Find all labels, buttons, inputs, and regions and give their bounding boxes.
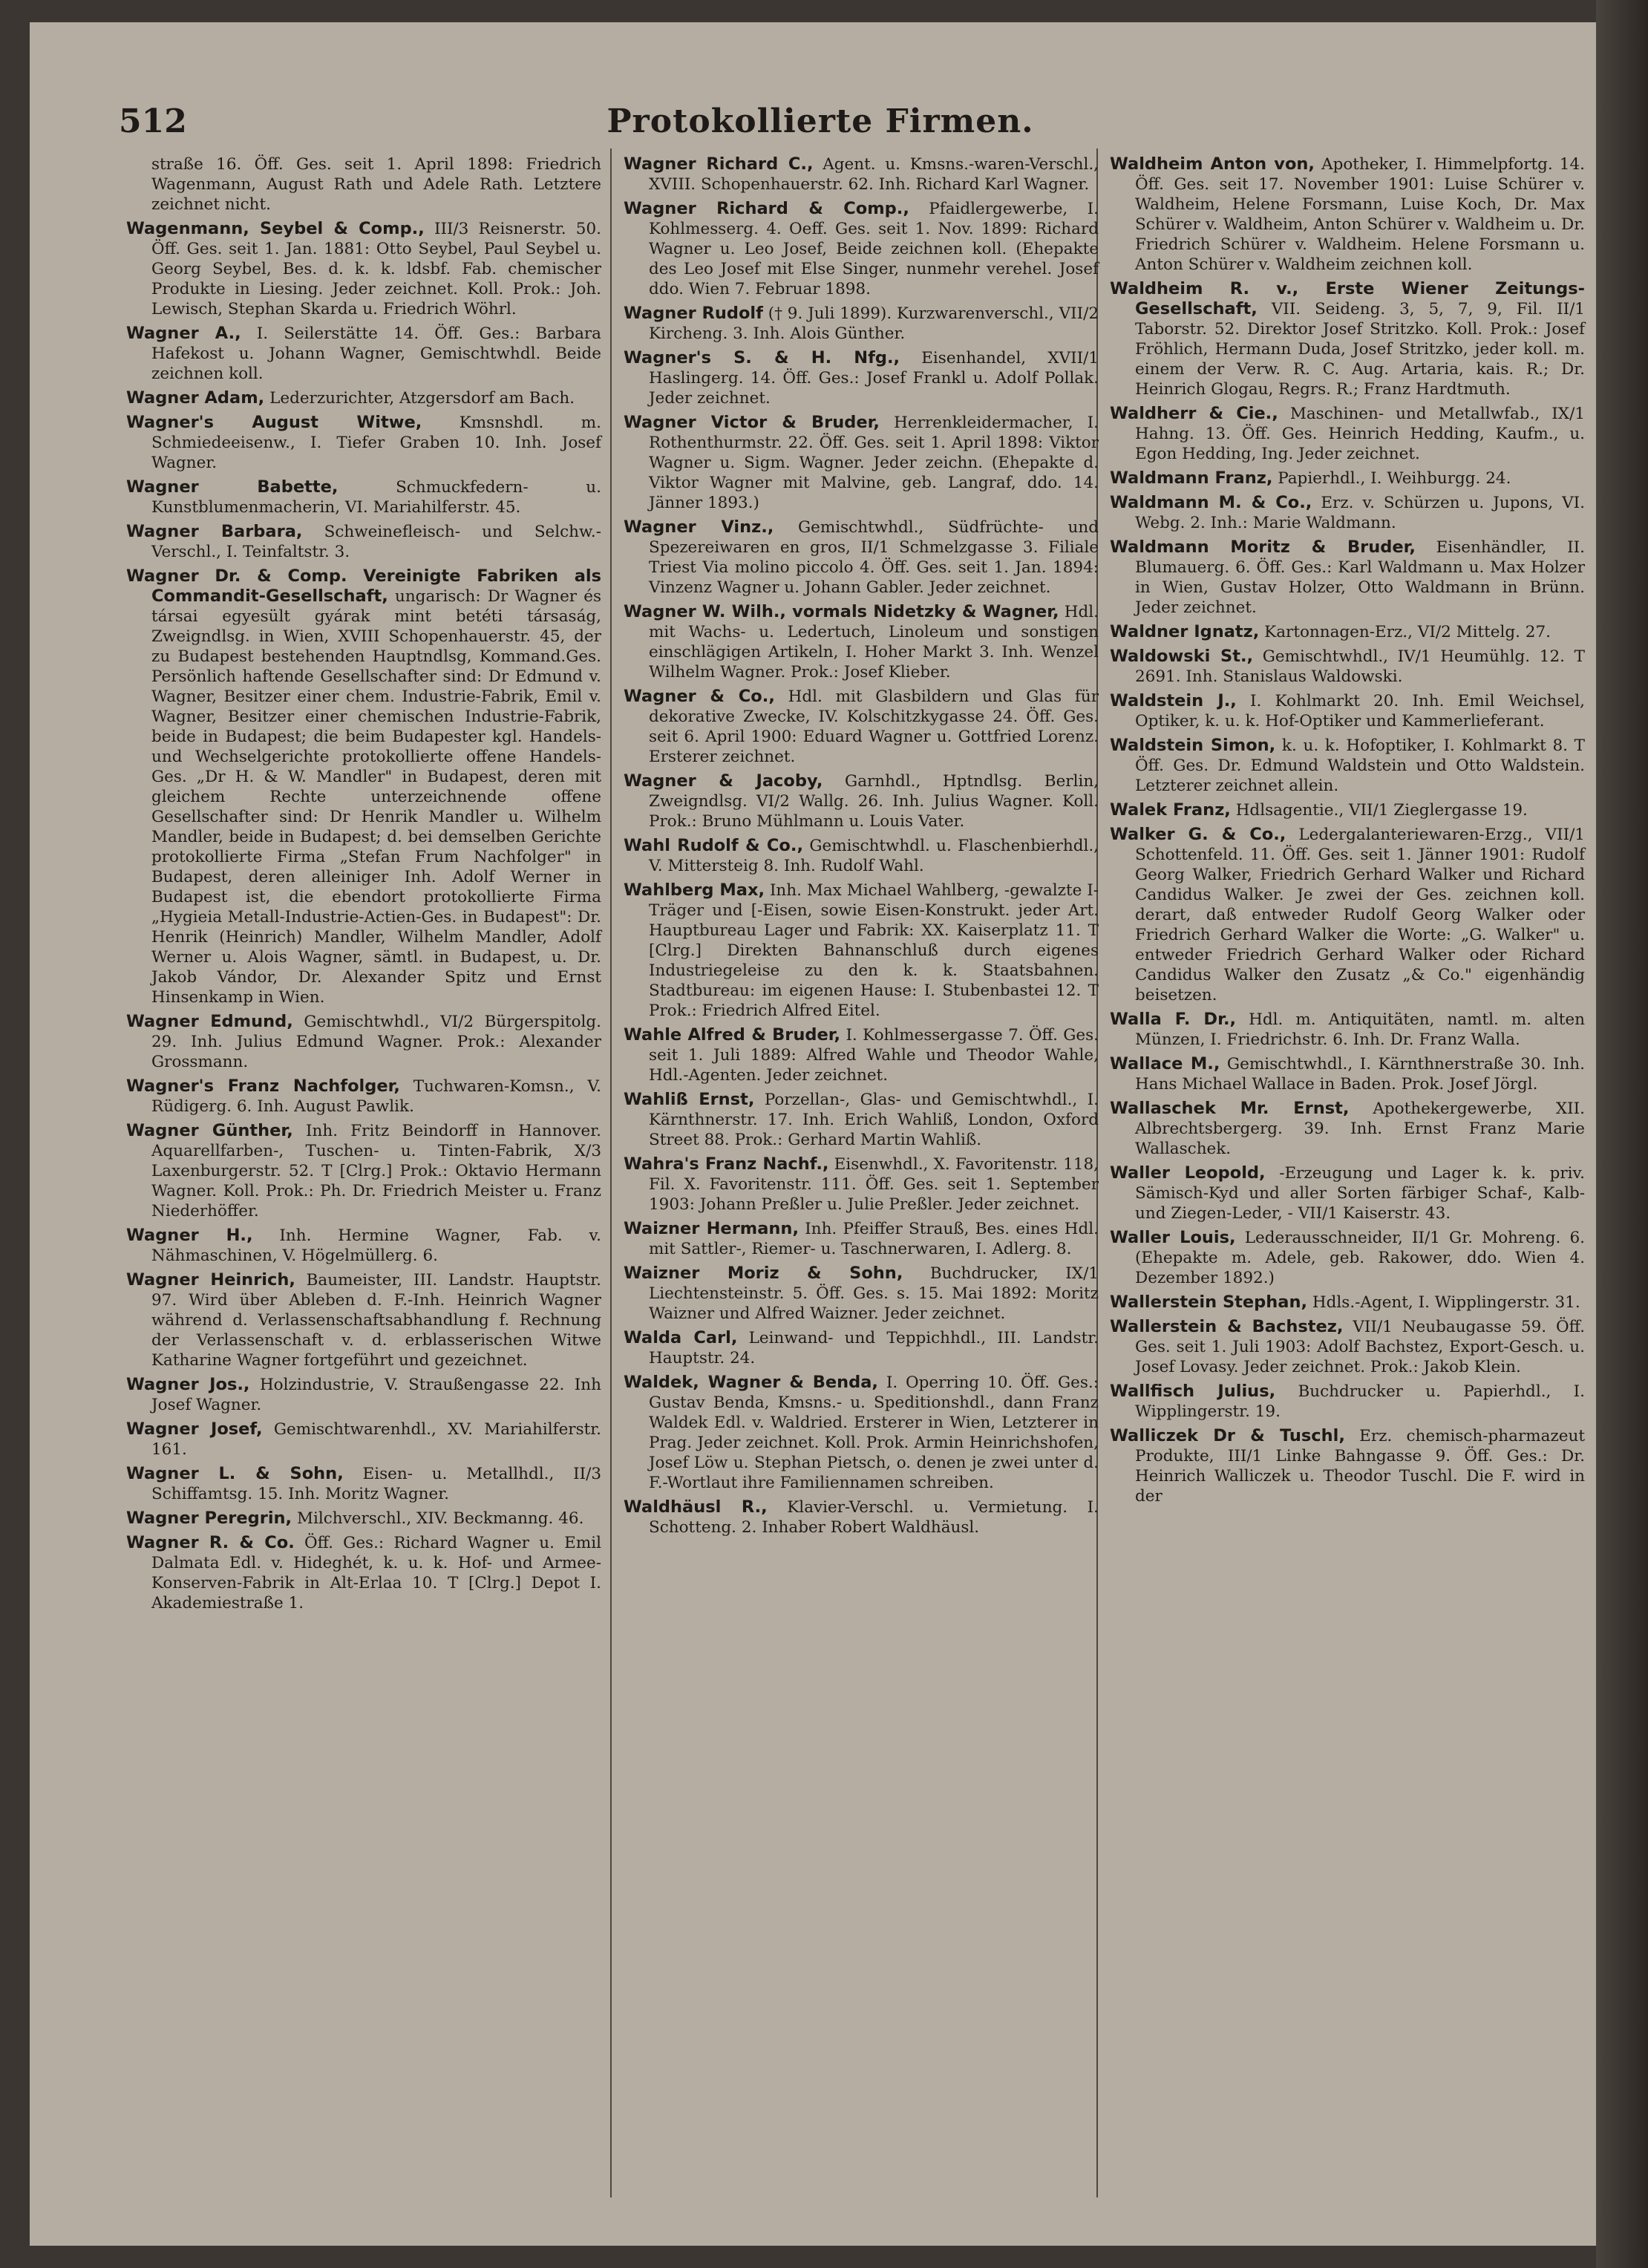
directory-entry [1110,800,1585,820]
firm-name: Wagenmann, Seybel & Comp., [126,219,425,238]
firm-details: Buchdrucker u. Papierhdl., I. Wipplingerstr. 19. [1135,1382,1585,1421]
firm-details: Inh. Hermine Wagner, Fab. v. Nähmaschinen, V. Högelmüllerg. 6. [151,1226,601,1265]
directory-entry [1110,736,1585,796]
directory-entry [126,219,601,319]
directory-entry [126,1533,601,1613]
firm-name: Wagner Richard C., [624,154,814,174]
directory-entry [126,1509,601,1529]
directory-entry [126,324,601,384]
directory-entry [624,1090,1099,1150]
firm-details: Buchdrucker, IX/1 Liechtensteinstr. 5. Öff. Ges. s. 15. Mai 1892: Moritz Waizner und Alfred Waizner. Jeder zeichnet. [649,1264,1099,1323]
firm-name: Wagner R. & Co. [126,1533,295,1552]
firm-name: Wagner Adam, [126,388,265,408]
page-number: 512 [119,102,187,140]
directory-entry [126,1226,601,1266]
firm-details: († 9. Juli 1899). Kurzwarenverschl., VII/2 Kircheng. 3. Inh. Alois Günther. [649,304,1099,343]
firm-name: Walla F. Dr., [1110,1010,1237,1029]
firm-details: Leinwand- und Teppichhdl., III. Landstr. Hauptstr. 24. [649,1329,1099,1367]
firm-name: Waldmann Moritz & Bruder, [1110,537,1416,557]
firm-name: Wagner H., [126,1226,253,1245]
directory-entry [1110,279,1585,399]
firm-name: Walda Carl, [624,1328,738,1347]
directory-entry [624,413,1099,513]
directory-entry [1110,825,1585,1005]
firm-details: Agent. u. Kmsns.-waren-Verschl., XVIII. Schopenhauerstr. 62. Inh. Richard Karl Wagner. [649,155,1099,194]
directory-entry [624,771,1099,831]
firm-details: Hdlsagentie., VII/1 Zieglergasse 19. [1235,801,1528,820]
firm-details: ungarisch: Dr Wagner és társai egyesült gyárak mint betéti társaság, Zweigndlsg. in Wien, XVIII Schopenhauerstr. 45, der zu Budapest bestehenden Hauptndlsg, Kommand.Ges. Persönlich haftende Gesellschafter sind: Dr Edmund v. Wagner, Besitzer einer chem. Industrie-Fabrik, Emil v. Wagner, Besitzer einer chemischen Industrie-Fabrik, beide in Budapest; die beim Budapester kgl. Handels- und Wechselgerichte protokollierte offene Handels-Ges. „Dr H. & W. Mandler" in Budapest, deren mit gleichem Rechte unterzeichnende offene Gesellschafter sind: Dr Henrik Mandler u. Wilhelm Mandler, beide in Budapest; d. bei demselben Gerichte protokollierte Firma „Stefan Frum Nachfolger" in Budapest, deren alleiniger Inh. Adolf Werner in Budapest ist, die ebendort protokollierte Firma „Hygieia Metall-Industrie-Actien-Ges. in Budapest": Dr. Henrik (Heinrich) Mandler, Wilhelm Mandler, Adolf Werner u. Alois Wagner, sämtl. in Budapest, u. Dr. Jakob Vándor, Dr. Alexander Spitz und Ernst Hinsenkamp in Wien. [151,587,601,1007]
firm-name: Wagner Vinz., [624,517,774,537]
firm-details: Hdls.-Agent, I. Wipplingerstr. 31. [1312,1293,1580,1312]
firm-name: Wagner & Co., [624,687,775,706]
firm-details: Gemischtwhdl., Südfrüchte- und Spezereiwaren en gros, II/1 Schmelzgasse 3. Filiale Triest Via molino piccolo 4. Öff. Ges. seit 1. Jan. 1894: Vinzenz Wagner u. Johann Gabler. Jeder zeichnet. [649,518,1099,597]
firm-name: Wahle Alfred & Bruder, [624,1025,841,1045]
column-2 [624,154,1099,1542]
firm-details: Schmuckfedern- u. Kunstblumenmacherin, VI. Mariahilferstr. 45. [151,478,601,517]
firm-name: Waldstein Simon, [1110,736,1276,755]
firm-name: Walker G. & Co., [1110,825,1286,844]
directory-entry [126,522,601,562]
firm-name: Wagner Richard & Comp., [624,199,909,218]
firm-details: k. u. k. Hofoptiker, I. Kohlmarkt 8. T Öff. Ges. Dr. Edmund Waldstein und Otto Waldstein. Letzterer zeichnet allein. [1135,736,1585,795]
firm-details: I. Kohlmessergasse 7. Öff. Ges. seit 1. Juli 1889: Alfred Wahle und Theodor Wahle, Hdl.-Agenten. Jeder zeichnet. [649,1026,1099,1085]
firm-details: VII/1 Neubaugasse 59. Öff. Ges. seit 1. Juli 1903: Adolf Bachstez, Export-Gesch. u. Josef Lovasy. Jeder zeichnet. Prok.: Jakob Klein. [1135,1318,1586,1376]
directory-entry [624,880,1099,1021]
directory-entry [624,687,1099,767]
firm-details: Gemischtwhdl., I. Kärnthnerstraße 30. Inh. Hans Michael Wallace in Baden. Prok. Josef Jörgl. [1135,1055,1585,1094]
directory-entry [624,304,1099,344]
directory-entry [624,1154,1099,1215]
directory-entry [624,154,1099,195]
page-title: Protokollierte Firmen. [606,102,1034,140]
directory-entry [126,1419,601,1460]
directory-entry [624,1497,1099,1537]
firm-name: Waldner Ignatz, [1110,622,1260,641]
firm-details: Hdl. m. Antiquitäten, namtl. m. alten Münzen, I. Friedrichstr. 6. Inh. Dr. Franz Walla. [1135,1010,1585,1049]
directory-entry [126,1270,601,1370]
directory-entry [1110,154,1585,275]
directory-entry [1110,1099,1585,1159]
firm-name: Wallace M., [1110,1054,1220,1073]
directory-entry [1110,468,1585,488]
directory-entry [624,1025,1099,1085]
firm-details: -Erzeugung und Lager k. k. priv. Sämisch-Kyd und aller Sorten färbiger Schaf-, Kalb- und Ziegen-Leder, - VII/1 Kaiserstr. 43. [1135,1164,1585,1223]
firm-details: Erz. v. Schürzen u. Jupons, VI. Webg. 2. Inh.: Marie Waldmann. [1135,494,1585,532]
firm-name: Wahl Rudolf & Co., [624,836,803,855]
firm-details: Baumeister, III. Landstr. Hauptstr. 97. Wird über Ableben d. F.-Inh. Heinrich Wagner während d. Verlassenschaftsabhandlung f. Rechnung der Verlassenschaft v. d. erblasserischen Witwe Katharine Wagner fortgeführt und gezeichnet. [151,1271,601,1370]
directory-entry [624,348,1099,408]
firm-details: Porzellan-, Glas- und Gemischtwhdl., I. Kärnthnerstr. 17. Inh. Erich Wahliß, London, Oxford Street 88. Prok.: Gerhard Martin Wahliß. [649,1091,1099,1149]
firm-name: Walliczek Dr & Tuschl, [1110,1426,1345,1445]
book-page [30,22,1611,2246]
firm-details: Eisen- u. Metallhdl., II/3 Schiffamtsg. 15. Inh. Moritz Wagner. [151,1465,602,1503]
directory-entry [1110,493,1585,533]
directory-entry [624,836,1099,876]
firm-details: VII. Seideng. 3, 5, 7, 9, Fil. II/1 Taborstr. 52. Direktor Josef Stritzko. Koll. Prok.: Josef Fröhlich, Hermann Duda, Josef Stritzko, jeder koll. m. einem der Verw. R. C. Aug. Artaria, kais. R.; Dr. Heinrich Glogau, Regrs. R.; Franz Hardtmuth. [1135,300,1585,399]
directory-entry [1110,1382,1585,1422]
firm-name: Wagner Jos., [126,1375,250,1394]
firm-name: Wagner & Jacoby, [624,771,823,791]
firm-details: Garnhdl., Hptndlsg. Berlin, Zweigndlsg. VI/2 Wallg. 26. Inh. Julius Wagner. Koll. Prok.: Bruno Mühlmann u. Louis Vater. [649,772,1099,831]
firm-name: Waldek, Wagner & Benda, [624,1373,878,1392]
firm-name: Waldhäusl R., [624,1497,768,1517]
directory-entry [126,413,601,473]
directory-entry [624,602,1099,682]
directory-entry [126,1464,601,1504]
firm-details: III/3 Reisnerstr. 50. Öff. Ges. seit 1. Jan. 1881: Otto Seybel, Paul Seybel u. Georg Seybel, Bes. d. k. k. ldsbf. Fab. chemischer Produkte in Liesing. Jeder zeichnet. Koll. Prok.: Joh. Lewisch, Stephan Skarda u. Friedrich Wöhrl. [151,220,601,318]
firm-details: Lederzurichter, Atzgersdorf am Bach. [269,389,575,408]
firm-name: Wagner Barbara, [126,522,303,541]
directory-entry [624,1328,1099,1368]
firm-name: Wagner's August Witwe, [126,413,422,432]
firm-details: I. Kohlmarkt 20. Inh. Emil Weichsel, Optiker, k. u. k. Hof-Optiker und Kammerlieferant. [1135,692,1585,731]
firm-details: Kartonnagen-Erz., VI/2 Mittelg. 27. [1264,623,1551,641]
firm-details: Apotheker, I. Himmelpfortg. 14. Öff. Ges. seit 17. November 1901: Luise Schürer v. Waldheim, Helene Forsmann, Luise Koch, Dr. Max Schürer v. Waldheim, Anton Schürer v. Waldheim u. Dr. Friedrich Schürer v. Waldheim. Helene Forsmann u. Anton Schürer v. Waldheim zeichnen koll. [1135,155,1585,274]
firm-details: Gemischtwhdl. u. Flaschenbierhdl., V. Mittersteig 8. Inh. Rudolf Wahl. [649,837,1099,875]
firm-name: Waller Leopold, [1110,1163,1266,1183]
directory-entry [1110,1317,1585,1377]
firm-name: Wallfisch Julius, [1110,1382,1276,1401]
firm-details: Schweinefleisch- und Selchw.-Verschl., I. Teinfaltstr. 3. [151,523,601,561]
firm-name: Waller Louis, [1110,1228,1236,1247]
directory-entry [1110,1293,1585,1313]
directory-entry [1110,404,1585,464]
firm-name: Wagner Peregrin, [126,1509,292,1528]
firm-details: Erz. chemisch-pharmazeut Produkte, III/1 Linke Bahngasse 9. Öff. Ges.: Dr. Heinrich Walliczek u. Theodor Tuschl. Die F. wird in der [1135,1427,1585,1506]
firm-details: Inh. Pfeiffer Strauß, Bes. eines Hdl. mit Sattler-, Riemer- u. Taschnerwaren, I. Adlerg. 8. [649,1220,1099,1258]
directory-entry [624,199,1099,299]
firm-details: Kmsnshdl. m. Schmiedeeisenw., I. Tiefer Graben 10. Inh. Josef Wagner. [151,414,601,472]
firm-details: Inh. Max Michael Wahlberg, -gewalzte I-Träger und [-Eisen, sowie Eisen-Konstrukt. jeder Art. Hauptbureau Lager und Fabrik: XX. Kaiserplatz 11. T [Clrg.] Direkten Bahnanschluß durch eigenes Industriegeleise zu den k. k. Staatsbahnen. Stadtbureau: im eigenen Hause: I. Stubenbastei 12. T Prok.: Friedrich Alfred Eitel. [649,881,1099,1020]
directory-entry [1110,622,1585,642]
directory-entry [624,517,1099,598]
firm-details: Holzindustrie, V. Straußengasse 22. Inh Josef Wagner. [151,1376,601,1414]
firm-name: Wagner Günther, [126,1121,293,1140]
firm-name: Wagner Babette, [126,477,339,497]
firm-name: Walek Franz, [1110,800,1231,820]
directory-entry [1110,1228,1585,1288]
firm-name: Waldmann M. & Co., [1110,493,1312,512]
firm-details: Gemischtwhdl., IV/1 Heumühlg. 12. T 2691. Inh. Stanislaus Waldowski. [1135,647,1585,686]
directory-entry [1110,1426,1585,1506]
firm-name: Waizner Moriz & Sohn, [624,1264,903,1283]
firm-details: Klavier-Verschl. u. Vermietung. I. Schotteng. 2. Inhaber Robert Waldhäusl. [649,1498,1099,1537]
directory-entry [126,1121,601,1221]
firm-details: Papierhdl., I. Weihburgg. 24. [1278,469,1511,488]
directory-entry [624,1373,1099,1493]
firm-name: Wagner Edmund, [126,1012,293,1031]
directory-entry [126,1012,601,1072]
directory-entry [126,1375,601,1415]
firm-name: Wagner Victor & Bruder, [624,413,880,432]
directory-entry [1110,537,1585,618]
firm-name: Waldstein J., [1110,691,1237,710]
firm-name: Waldherr & Cie., [1110,404,1278,423]
firm-details: Hdl. mit Wachs- u. Ledertuch, Linoleum und sonstigen einschlägigen Artikeln, I. Hoher Markt 3. Inh. Wenzel Wilhelm Wagner. Prok.: Josef Klieber. [649,603,1099,682]
firm-name: Wallerstein & Bachstez, [1110,1317,1344,1336]
directory-entry [624,1264,1099,1324]
firm-details: Pfaidlergewerbe, I. Kohlmesserg. 4. Oeff. Ges. seit 1. Nov. 1899: Richard Wagner u. Leo Josef, Beide zeichnen koll. (Ehepakte des Leo Josef mit Else Singer, nunmehr verehel. Josef ddo. Wien 7. Februar 1898. [649,200,1099,298]
firm-name: Waldmann Franz, [1110,468,1273,488]
firm-details: Milchverschl., XIV. Beckmanng. 46. [296,1509,584,1528]
firm-details: Eisenwhdl., X. Favoritenstr. 118, Fil. X. Favoritenstr. 111. Öff. Ges. seit 1. September 1903: Johann Preßler u. Julie Preßler. Jeder zeichnet. [649,1155,1099,1214]
firm-name: Waizner Hermann, [624,1219,799,1238]
firm-details: Apothekergewerbe, XII. Albrechtsbergerg. 39. Inh. Ernst Franz Marie Wallaschek. [1135,1099,1586,1158]
directory-entry [126,388,601,408]
directory-entry [624,1219,1099,1259]
firm-details: Hdl. mit Glasbildern und Glas für dekorative Zwecke, IV. Kolschitzkygasse 24. Öff. Ges. seit 6. April 1900: Eduard Wagner u. Gottfried Lorenz. Ersterer zeichnet. [649,687,1099,766]
firm-details: Maschinen- und Metallwfab., IX/1 Hahng. 13. Öff. Ges. Heinrich Hedding, Kaufm., u. Egon Hedding, Ing. Jeder zeichnet. [1135,405,1585,463]
firm-name: Waldheim R. v., Erste Wiener Zeitungs-Gesellschaft, [1110,279,1585,318]
directory-entry [126,566,601,1007]
directory-entry [1110,1163,1585,1223]
column-3 [1110,154,1585,1511]
firm-details: Inh. Fritz Beindorff in Hannover. Aquarellfarben-, Tuschen- u. Tinten-Fabrik, X/3 Laxenburgerstr. 52. T [Clrg.] Prok.: Oktavio Hermann Wagner. Koll. Prok.: Ph. Dr. Friedrich Meister u. Franz Niederhöffer. [151,1122,602,1220]
firm-details: Öff. Ges.: Richard Wagner u. Emil Dalmata Edl. v. Hideghét, k. u. k. Hof- und Armee-Konserven-Fabrik in Alt-Erlaa 10. T [Clrg.] Depot I. Akademiestraße 1. [151,1534,601,1612]
directory-entry [1110,647,1585,687]
firm-name: Wagner's S. & H. Nfg., [624,348,900,367]
page-header [30,22,1611,140]
firm-name: Wagner Dr. & Comp. Vereinigte Fabriken als Commandit-Gesellschaft, [126,566,601,606]
directory-entry [126,1076,601,1117]
firm-name: Waldheim Anton von, [1110,154,1315,174]
firm-details: I. Operring 10. Öff. Ges.: Gustav Benda, Kmsns.- u. Speditionshdl., dann Franz Waldek Edl. v. Waldried. Ersterer in Wien, Letzterer in Prag. Jeder zeichnet. Koll. Prok. Armin Heinrichshofen, Josef Löw u. Stephan Pietsch, o. denen je zwei unter d. F.-Wortlaut ihre Familiennamen schreiben. [649,1373,1099,1492]
directory-entry [1110,1010,1585,1050]
firm-name: Wagner Josef, [126,1419,263,1439]
firm-name: Wagner Heinrich, [126,1270,295,1290]
firm-name: Wagner W. Wilh., vormals Nidetzky & Wagner, [624,602,1059,621]
firm-details: Ledergalanteriewaren-Erzg., VII/1 Schottenfeld. 11. Öff. Ges. seit 1. Jänner 1901: Rudolf Georg Walker, Friedrich Gerhard Walker und Richard Candidus Walker. Je zwei der Ges. zeichnen koll. derart, daß entweder Rudolf Georg Walker oder Friedrich Gerhard Walker die Worte: „G. Walker" u. entweder Friedrich Gerhard Walker oder Richard Candidus Walker den Zusatz „& Co." eigenhändig beisetzen. [1135,826,1585,1004]
firm-details: Gemischtwhdl., VI/2 Bürgerspitolg. 29. Inh. Julius Edmund Wagner. Prok.: Alexander Grossmann. [151,1013,601,1071]
firm-details: Eisenhändler, II. Blumauerg. 6. Öff. Ges.: Karl Waldmann u. Max Holzer in Wien, Gustav Holzer, Otto Waldmann in Brünn. Jeder zeichnet. [1135,538,1585,617]
firm-name: Wallaschek Mr. Ernst, [1110,1099,1350,1118]
directory-entry [1110,691,1585,731]
firm-name: Wagner's Franz Nachfolger, [126,1076,400,1096]
firm-name: Waldowski St., [1110,647,1254,666]
firm-name: Wahlberg Max, [624,880,765,900]
firm-name: Wagner Rudolf [624,304,763,323]
firm-details: Tuchwaren-Komsn., V. Rüdigerg. 6. Inh. August Pawlik. [151,1077,601,1116]
column-divider [610,148,612,2197]
book-edge [1596,0,1648,2268]
firm-name: Wahliß Ernst, [624,1090,755,1109]
directory-entry [126,477,601,517]
firm-details: straße 16. Öff. Ges. seit 1. April 1898: Friedrich Wagenmann, August Rath und Adele Rath. Letztere zeichnet nicht. [151,155,601,214]
firm-details: Lederausschneider, II/1 Gr. Mohreng. 6. (Ehepakte m. Adele, geb. Rakower, ddo. Wien 4. Dezember 1892.) [1135,1229,1585,1287]
firm-details: Herrenkleidermacher, I. Rothenthurmstr. 22. Öff. Ges. seit 1. April 1898: Viktor Wagner u. Sigm. Wagner. Jeder zeichn. (Ehepakte d. Viktor Wagner mit Malvine, geb. Langraf, ddo. 14. Jänner 1893.) [649,414,1099,512]
firm-details: Eisenhandel, XVII/1 Haslingerg. 14. Öff. Ges.: Josef Frankl u. Adolf Pollak. Jeder zeichnet. [649,349,1099,408]
firm-name: Wagner A., [126,324,241,343]
column-1 [126,154,601,1618]
firm-name: Wagner L. & Sohn, [126,1464,344,1483]
firm-details: I. Seilerstätte 14. Öff. Ges.: Barbara Hafekost u. Johann Wagner, Gemischtwhdl. Beide zeichnen koll. [151,324,601,383]
directory-entry [1110,1054,1585,1094]
firm-details: Gemischtwarenhdl., XV. Mariahilferstr. 161. [151,1420,602,1459]
firm-name: Wahra's Franz Nachf., [624,1154,829,1174]
directory-entry [126,154,601,215]
firm-name: Wallerstein Stephan, [1110,1293,1308,1312]
